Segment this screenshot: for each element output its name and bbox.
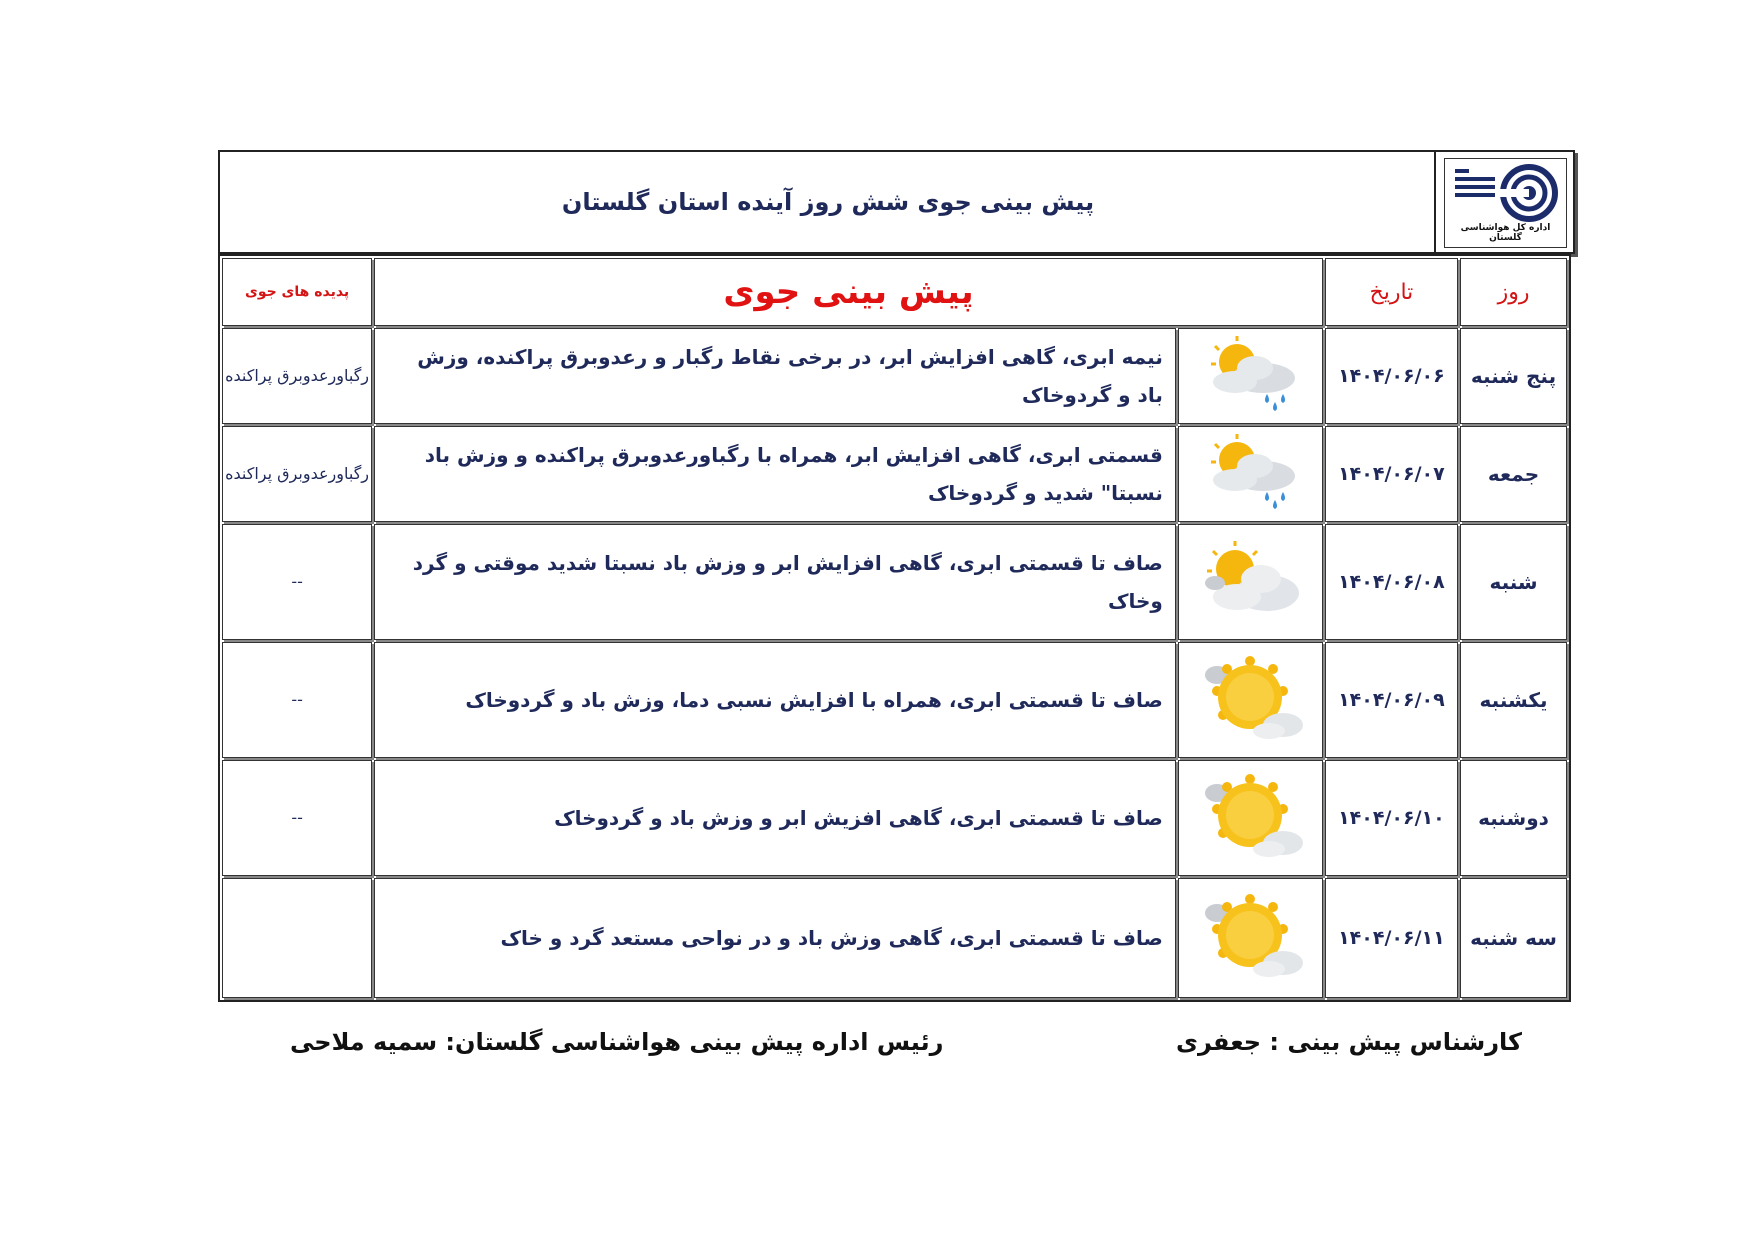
column-header-forecast: پیش بینی جوی — [374, 258, 1323, 326]
weather-icon-cell — [1178, 642, 1323, 758]
forecast-table — [218, 254, 1571, 1002]
logo-box — [1434, 150, 1575, 254]
forecast-day: یکشنبه — [1460, 642, 1567, 758]
forecast-date: ۱۴۰۴/۰۶/۰۸ — [1325, 524, 1458, 640]
sunny-cloud-icon — [1195, 771, 1305, 861]
partly-cloudy-rain-icon — [1195, 432, 1305, 512]
weather-icon-cell — [1178, 760, 1323, 876]
weather-icon-cell — [1178, 426, 1323, 522]
page-title: پیش بینی جوی شش روز آینده استان گلستان — [561, 188, 1095, 216]
partly-cloudy-rain-icon — [1195, 334, 1305, 414]
forecast-date: ۱۴۰۴/۰۶/۱۰ — [1325, 760, 1458, 876]
hazard-cell: -- — [222, 760, 372, 876]
table-row — [222, 426, 1567, 522]
forecast-description: صاف تا قسمتی ابری، همراه با افزایش نسبی دما، وزش باد و گردوخاک — [374, 642, 1176, 758]
forecast-date: ۱۴۰۴/۰۶/۰۶ — [1325, 328, 1458, 424]
table-row — [222, 524, 1567, 640]
forecast-document — [218, 150, 1571, 1017]
column-header-date: تاریخ — [1325, 258, 1458, 326]
forecast-date: ۱۴۰۴/۰۶/۰۷ — [1325, 426, 1458, 522]
table-row — [222, 328, 1567, 424]
weather-icon-cell — [1178, 328, 1323, 424]
forecast-day: پنج شنبه — [1460, 328, 1567, 424]
forecast-description: صاف تا قسمتی ابری، گاهی افزایش ابر و وزش باد نسبتا شدید موقتی و گرد وخاک — [374, 524, 1176, 640]
column-header-day: روز — [1460, 258, 1567, 326]
column-header-hazards: پدیده های جوی — [222, 258, 372, 326]
hazard-cell: رگباورعدوبرق پراکنده — [222, 426, 372, 522]
title-bar — [218, 150, 1438, 254]
weather-icon-cell — [1178, 878, 1323, 998]
table-row — [222, 878, 1567, 998]
forecast-date: ۱۴۰۴/۰۶/۱۱ — [1325, 878, 1458, 998]
hazard-cell: -- — [222, 642, 372, 758]
sunny-cloud-icon — [1195, 653, 1305, 743]
forecaster-signature: کارشناس پیش بینی : جعفری — [1176, 1028, 1522, 1056]
logo-emblem-icon — [1445, 159, 1566, 229]
forecast-date: ۱۴۰۴/۰۶/۰۹ — [1325, 642, 1458, 758]
hazard-cell: رگباورعدوبرق پراکنده — [222, 328, 372, 424]
table-header-row — [222, 258, 1567, 326]
forecast-description: قسمتی ابری، گاهی افزایش ابر، همراه با رگباورعدوبرق پراکنده و وزش باد نسبتا" شدید و گردوخاک — [374, 426, 1176, 522]
weather-icon-cell — [1178, 524, 1323, 640]
forecast-day: دوشنبه — [1460, 760, 1567, 876]
forecast-description: نیمه ابری، گاهی افزایش ابر، در برخی نقاط رگبار و رعدوبرق پراکنده، وزش باد و گردوخاک — [374, 328, 1176, 424]
forecast-day: جمعه — [1460, 426, 1567, 522]
partly-cloudy-icon — [1195, 537, 1305, 623]
hazard-cell: -- — [222, 524, 372, 640]
table-row — [222, 760, 1567, 876]
hazard-cell — [222, 878, 372, 998]
forecast-day: سه شنبه — [1460, 878, 1567, 998]
logo-caption: اداره کل هواشناسی گلستان — [1460, 223, 1551, 243]
forecast-description: صاف تا قسمتی ابری، گاهی وزش باد و در نواحی مستعد گرد و خاک — [374, 878, 1176, 998]
sunny-cloud-icon — [1195, 891, 1305, 981]
forecast-description: صاف تا قسمتی ابری، گاهی افزیش ابر و وزش باد و گردوخاک — [374, 760, 1176, 876]
meteorological-organization-logo — [1444, 158, 1567, 248]
table-row — [222, 642, 1567, 758]
forecast-day: شنبه — [1460, 524, 1567, 640]
department-head-signature: رئیس اداره پیش بینی هواشناسی گلستان: سمیه ملاحی — [290, 1028, 944, 1056]
